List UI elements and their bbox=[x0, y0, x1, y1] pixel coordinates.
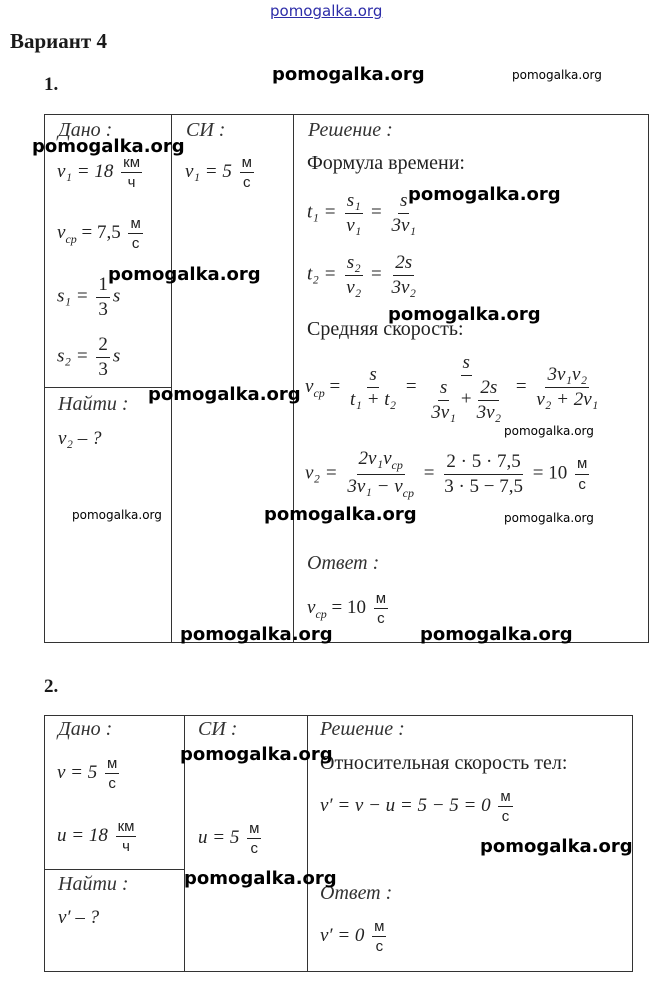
watermark: pomogalka.org bbox=[512, 68, 602, 82]
si-v1: v₁ = 5 $\frac{м}{с}$ bbox=[185, 154, 252, 192]
find-value: v′ – ? bbox=[58, 907, 100, 928]
watermark: pomogalka.org bbox=[184, 868, 337, 889]
find-header: Найти : bbox=[58, 873, 129, 895]
watermark: pomogalka.org bbox=[272, 64, 425, 85]
given-header: Дано : bbox=[58, 718, 113, 740]
given-v1: v₁ = 18 $\frac{км}{ч}$ bbox=[57, 154, 140, 192]
given-s2: s₂ = $\frac{2}{3}$ s bbox=[57, 334, 121, 380]
problem-2-number: 2. bbox=[44, 676, 59, 697]
watermark: pomogalka.org bbox=[148, 384, 301, 405]
watermark: pomogalka.org bbox=[72, 508, 162, 522]
problem-1-divider bbox=[171, 114, 172, 643]
given-header: Дано : bbox=[58, 119, 113, 141]
formula-t1: t₁ = $\frac{\text{s₁}}{\text{v₁}}$ = $\frac{s}{\text{3v₁}}$ bbox=[307, 190, 417, 236]
answer-header: Ответ : bbox=[320, 882, 393, 904]
find-value: v₂ – ? bbox=[58, 428, 102, 449]
find-header: Найти : bbox=[58, 393, 129, 415]
problem-1-divider bbox=[293, 114, 294, 643]
watermark: pomogalka.org bbox=[264, 504, 417, 525]
solution-header: Решение : bbox=[308, 119, 393, 141]
si-u: u = 5 $\frac{м}{с}$ bbox=[198, 820, 260, 858]
watermark: pomogalka.org bbox=[420, 624, 573, 645]
watermark: pomogalka.org bbox=[32, 136, 185, 157]
problem-2-divider bbox=[44, 869, 184, 870]
watermark: pomogalka.org bbox=[180, 744, 333, 765]
watermark: pomogalka.org bbox=[504, 424, 594, 438]
problem-1-number: 1. bbox=[44, 74, 59, 95]
given-s1: s₁ = $\frac{1}{3}$ s bbox=[57, 274, 121, 320]
watermark: pomogalka.org bbox=[408, 184, 561, 205]
site-link[interactable]: pomogalka.org bbox=[270, 2, 383, 20]
watermark: pomogalka.org bbox=[388, 304, 541, 325]
si-header: СИ : bbox=[198, 718, 238, 740]
given-vcp: $v_{ср} = 7,5$ $\frac{м}{с}$ bbox=[57, 215, 141, 253]
answer-header: Ответ : bbox=[307, 552, 380, 574]
formula-vcp: $v_{ср}$ = $\frac{s}{\text{t₁ + t₂}}$ = s $\frac{s}{\text{3v₁}}$ + $\frac{2s}{\text{3v₂}}$ = $\frac{\text{3v₁v₂}}{\text{v₂ + 2v₁}}$ bbox=[305, 352, 599, 423]
watermark: pomogalka.org bbox=[108, 264, 261, 285]
given-u: u = 18 $\frac{км}{ч}$ bbox=[57, 818, 135, 856]
relative-speed-label: Относительная скорость тел: bbox=[320, 752, 568, 774]
average-speed-label: Средняя скорость: bbox=[307, 318, 464, 340]
formula-v2: v₂ = $\frac{2v_1v_{ср}}{3v_1 - v_{ср}}$ = $\frac{2 \cdot 5 \cdot 7,5}{3 \cdot 5 - 7,5}$ = 10 $\frac{м}{с}$ bbox=[305, 448, 588, 500]
variant-title: Вариант 4 bbox=[10, 29, 107, 53]
answer-value: v′ = 0 $\frac{м}{с}$ bbox=[320, 918, 385, 956]
watermark: pomogalka.org bbox=[180, 624, 333, 645]
si-header: СИ : bbox=[186, 119, 226, 141]
time-formula-label: Формула времени: bbox=[307, 152, 465, 174]
formula-relative-speed: v′ = v − u = 5 − 5 = 0 $\frac{м}{с}$ bbox=[320, 788, 511, 826]
solution-header: Решение : bbox=[320, 718, 405, 740]
formula-t2: t₂ = $\frac{\text{s₂}}{\text{v₂}}$ = $\frac{2s}{\text{3v₂}}$ bbox=[307, 252, 417, 298]
watermark: pomogalka.org bbox=[504, 511, 594, 525]
watermark: pomogalka.org bbox=[480, 836, 633, 857]
answer-value: $v_{ср} = 10$ $\frac{м}{с}$ bbox=[307, 590, 387, 628]
given-v: v = 5 $\frac{м}{с}$ bbox=[57, 755, 118, 793]
